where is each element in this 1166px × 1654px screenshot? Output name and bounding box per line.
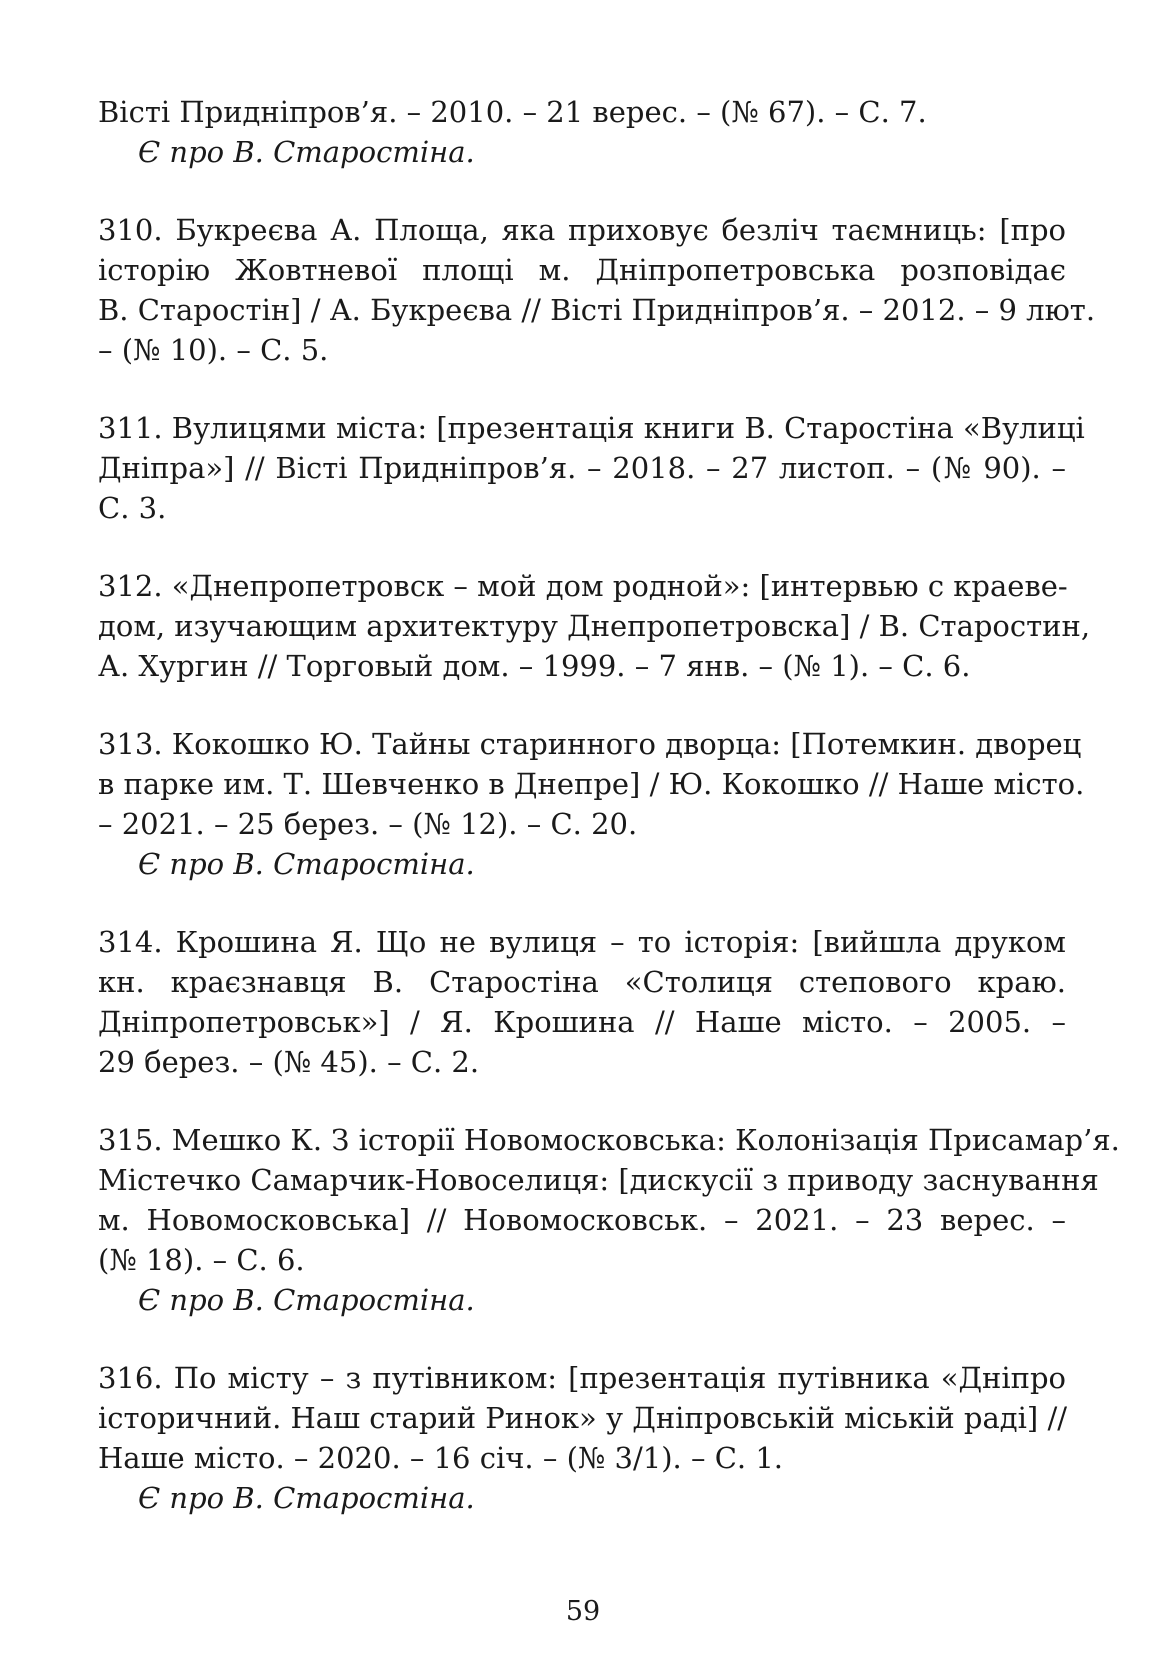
- page-number: 59: [565, 1596, 601, 1627]
- entry-line: історичний. Наш старий Ринок» у Дніпровській міській раді] //: [98, 1401, 1067, 1435]
- entry-line: 312. «Днепропетровск – мой дом родной»: [интервью с краеве-: [98, 569, 1068, 603]
- entry-note: Є про В. Старостіна.: [138, 1283, 475, 1317]
- entry-line: 314. Крошина Я. Що не вулиця – то історія: [вийшла друком: [98, 925, 1066, 959]
- entry-309-continuation: [98, 92, 1066, 172]
- entry-line: Вісті Придніпров’я. – 2010. – 21 верес. – (№ 67). – С. 7.: [98, 95, 927, 129]
- entry-315: [98, 1120, 1120, 1320]
- bibliography-page: [98, 92, 1120, 1518]
- entry-316: [98, 1358, 1066, 1518]
- entry-text: [98, 92, 1066, 132]
- entry-line: 29 берез. – (№ 45). – С. 2.: [98, 1045, 480, 1079]
- entry-310: [98, 210, 1096, 370]
- entry-line: Містечко Самарчик-Новоселиця: [дискусії з приводу заснування: [98, 1163, 1099, 1197]
- entry-line: 310. Букреєва А. Площа, яка приховує безліч таємниць: [про: [98, 213, 1066, 247]
- entry-line: 313. Кокошко Ю. Тайны старинного дворца: [Потемкин. дворец: [98, 727, 1082, 761]
- entry-line: м. Новомосковська] // Новомосковськ. – 2021. – 23 верес. –: [98, 1203, 1066, 1237]
- entry-line: історію Жовтневої площі м. Дніпропетровська розповідає: [98, 253, 1066, 287]
- entry-text: [98, 1120, 1120, 1280]
- entry-text: [98, 566, 1091, 686]
- entry-line: В. Старостін] / А. Букреєва // Вісті Придніпров’я. – 2012. – 9 лют.: [98, 293, 1096, 327]
- entry-note: Є про В. Старостіна.: [138, 135, 475, 169]
- entry-text: [98, 408, 1085, 528]
- entry-line: С. 3.: [98, 491, 167, 525]
- entry-note: Є про В. Старостіна.: [138, 847, 475, 881]
- entry-line: кн. краєзнавця В. Старостіна «Столиця степового краю.: [98, 965, 1066, 999]
- entry-line: дом, изучающим архитектуру Днепропетровска] / В. Старостин,: [98, 609, 1091, 643]
- entry-311: [98, 408, 1085, 528]
- entry-line: А. Хургин // Торговый дом. – 1999. – 7 янв. – (№ 1). – С. 6.: [98, 649, 971, 683]
- entry-line: – (№ 10). – С. 5.: [98, 333, 329, 367]
- entry-line: в парке им. Т. Шевченко в Днепре] / Ю. Кокошко // Наше місто.: [98, 767, 1085, 801]
- entry-line: 311. Вулицями міста: [презентація книги В. Старостіна «Вулиці: [98, 411, 1085, 445]
- entry-line: – 2021. – 25 берез. – (№ 12). – С. 20.: [98, 807, 638, 841]
- entry-line: 316. По місту – з путівником: [презентація путівника «Дніпро: [98, 1361, 1066, 1395]
- entry-line: Наше місто. – 2020. – 16 січ. – (№ 3/1). – С. 1.: [98, 1441, 783, 1475]
- entry-312: [98, 566, 1091, 686]
- entry-text: [98, 1358, 1066, 1478]
- entry-text: [98, 210, 1096, 370]
- entry-line: Дніпра»] // Вісті Придніпров’я. – 2018. – 27 листоп. – (№ 90). –: [98, 451, 1066, 485]
- entry-note: Є про В. Старостіна.: [138, 1481, 475, 1515]
- entry-line: (№ 18). – С. 6.: [98, 1243, 305, 1277]
- entry-line: 315. Мешко К. З історії Новомосковська: Колонізація Присамар’я.: [98, 1123, 1120, 1157]
- entry-text: [98, 922, 1066, 1082]
- entry-text: [98, 724, 1085, 844]
- entry-314: [98, 922, 1066, 1082]
- entry-line: Дніпропетровськ»] / Я. Крошина // Наше місто. – 2005. –: [98, 1005, 1066, 1039]
- entry-313: [98, 724, 1085, 884]
